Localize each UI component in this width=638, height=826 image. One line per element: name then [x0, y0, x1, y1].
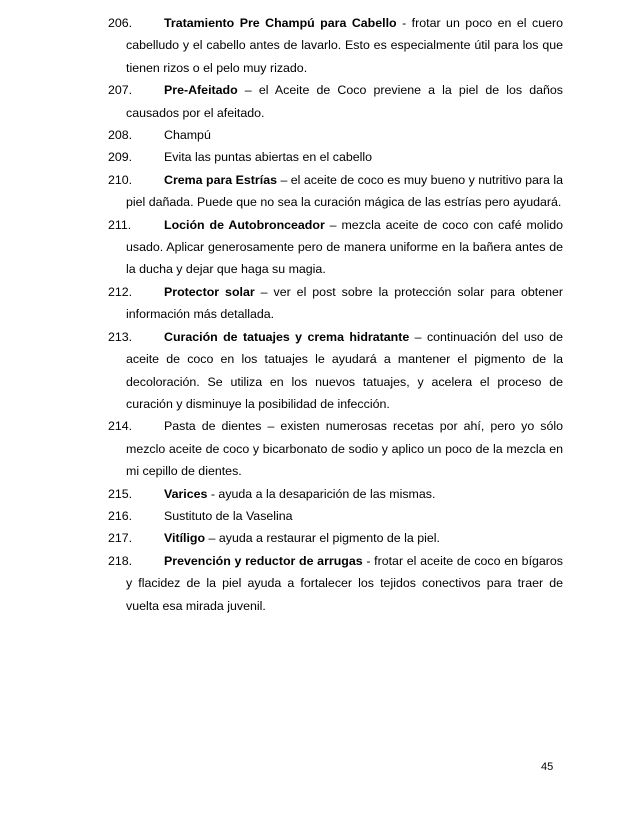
list-item — [108, 415, 563, 482]
item-text: - ayuda a la desaparición de las mismas. — [207, 486, 436, 501]
item-term: Prevención y reductor de arrugas — [164, 553, 363, 568]
item-text: – mezcla aceite de coco con café molido usado. Aplicar generosamente pero de manera uniforme en la bañera antes de la ducha y dejar que haga su magia. — [126, 217, 563, 277]
item-number: 218. — [108, 553, 133, 568]
list-item — [108, 527, 563, 549]
list-item — [108, 146, 563, 168]
list-item — [108, 326, 563, 416]
item-text: Champú — [164, 128, 211, 143]
item-text: – ayuda a restaurar el pigmento de la piel. — [205, 531, 440, 546]
list-item — [108, 214, 563, 281]
list-item — [108, 79, 563, 124]
item-term: Loción de Autobronceador — [164, 217, 325, 232]
item-number: 211. — [108, 217, 132, 232]
list-item — [108, 169, 563, 214]
list-item — [108, 550, 563, 617]
page-number: 45 — [541, 761, 554, 773]
numbered-list — [108, 12, 563, 617]
item-number: 213. — [108, 329, 133, 344]
item-term: Vitíligo — [164, 531, 206, 546]
item-term: Tratamiento Pre Champú para Cabello — [164, 16, 397, 30]
item-number: 207. — [108, 83, 133, 98]
item-text: – ver el post sobre la protección solar para obtener información más detallada. — [126, 284, 563, 322]
list-item — [108, 505, 563, 527]
item-text: Pasta de dientes – existen numerosas recetas por ahí, pero yo sólo mezclo aceite de coco y bicarbonato de sodio y aplico un poco de la mezcla en mi cepillo de dientes. — [126, 419, 563, 479]
list-item — [108, 124, 563, 146]
item-term: Pre-Afeitado — [164, 83, 238, 98]
item-number: 212. — [108, 284, 133, 299]
item-number: 214. — [108, 419, 133, 434]
item-text: – continuación del uso de aceite de coco en los tatuajes le ayudará a mantener el pigmento de la decoloración. Se utiliza en los nuevos tatuajes, y acelera el proceso de curación y disminuye la posibilidad de infección. — [126, 329, 563, 411]
item-text: - frotar un poco en el cuero cabelludo y el cabello antes de lavarlo. Esto es especialmente útil para los que tienen rizos o el pelo muy rizado. — [126, 16, 564, 75]
item-text: - frotar el aceite de coco en bígaros y flacidez de la piel ayuda a fortalecer los tejidos conectivos para traer de vuelta esa mirada juvenil. — [126, 553, 563, 613]
item-term: Varices — [164, 486, 208, 501]
item-term: Protector solar — [164, 284, 255, 299]
item-number: 208. — [108, 128, 133, 143]
item-text: Evita las puntas abiertas en el cabello — [164, 150, 373, 165]
list-item — [108, 281, 563, 326]
item-number: 210. — [108, 172, 133, 187]
item-number: 216. — [108, 508, 133, 523]
item-text: – el aceite de coco es muy bueno y nutritivo para la piel dañada. Puede que no sea la curación mágica de las estrías pero ayudará. — [126, 172, 563, 210]
item-term: Crema para Estrías — [164, 172, 277, 187]
item-term: Curación de tatuajes y crema hidratante — [164, 329, 410, 344]
item-number: 215. — [108, 486, 133, 501]
list-item — [108, 483, 563, 505]
list-item — [108, 12, 563, 79]
item-text: Sustituto de la Vaselina — [164, 508, 293, 523]
item-number: 217. — [108, 531, 133, 546]
item-number: 209. — [108, 150, 133, 165]
item-number: 206. — [108, 16, 133, 30]
item-text: – el Aceite de Coco previene a la piel de los daños causados por el afeitado. — [126, 83, 563, 120]
